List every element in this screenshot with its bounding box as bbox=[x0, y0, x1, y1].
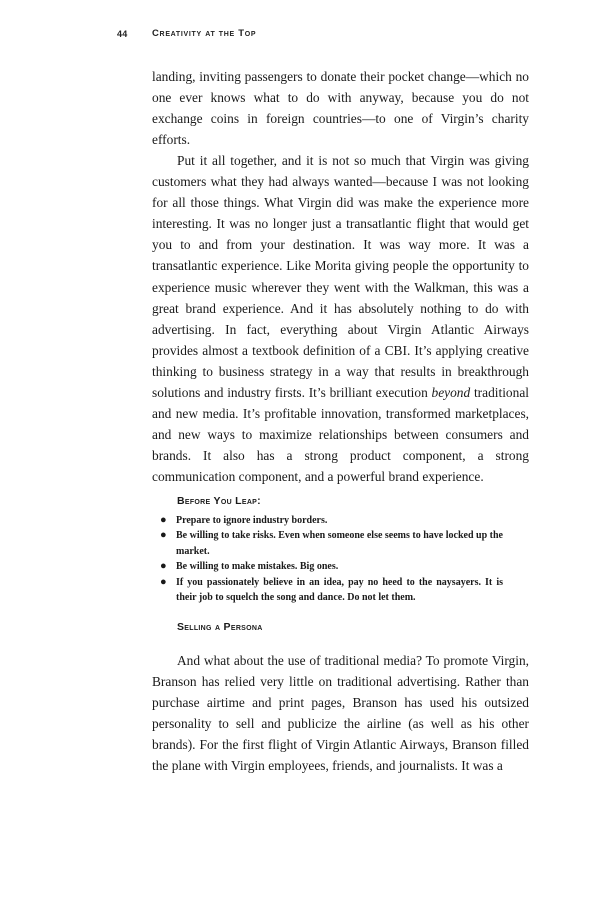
bullet-icon: ● bbox=[160, 560, 167, 573]
paragraph-traditional-media bbox=[152, 650, 529, 777]
bullet-icon: ● bbox=[160, 514, 167, 526]
list-item-text: Be willing to take risks. Even when someone else seems to have locked up the market. bbox=[176, 530, 503, 557]
bullet-icon: ● bbox=[160, 529, 167, 542]
running-head: Creativity at the Top bbox=[152, 28, 257, 39]
paragraph-text: Put it all together, and it is not so much that Virgin was giving customers what they had always wanted—because I was not looking for all those things. What Virgin did was make the experience more interesting. It was no longer just a transatlantic flight that would get you to and from your destination. It was way more. It was a transatlantic experience. Like Morita giving people the opportunity to experience music wherever they went with the Walkman, this was a great brand experience. And it has absolutely nothing to do with advertising. In fact, everything about Virgin Atlantic Airways provides almost a textbook definition of a CBI. It’s applying creative thinking to business strategy in a way that results in breakthrough solutions and industry firsts. It’s brilliant execution bbox=[152, 153, 529, 401]
list-item-text: Prepare to ignore industry borders. bbox=[176, 515, 328, 526]
paragraph-text: landing, inviting passengers to donate their pocket change—which no one ever knows what to do with anyway, because you do not exchange coins in foreign countries—to one of Virgin’s charity efforts. bbox=[152, 69, 529, 148]
page-number: 44 bbox=[117, 29, 128, 39]
list-item-text: If you passionately believe in an idea, pay no heed to the naysayers. It is their job to squelch the song and dance. Do not let them. bbox=[176, 576, 503, 604]
page-header bbox=[0, 29, 600, 43]
paragraph-continuation bbox=[152, 66, 529, 150]
list-item bbox=[160, 559, 503, 574]
before-you-leap-list bbox=[160, 513, 503, 605]
paragraph-text: traditional and new media. It’s profitable innovation, transformed marketplaces, and new ways to maximize relationships between consumers and brands. It also has a strong product component, a strong communication component, and a powerful brand experience. bbox=[152, 385, 529, 485]
bullet-icon: ● bbox=[160, 575, 167, 588]
paragraph-text: And what about the use of traditional media? To promote Virgin, Branson has relied very little on traditional advertising. Rather than purchase airtime and print pages, Branson has used his outsized personality to sell and publicize the airline (as well as his other brands). For the first flight of Virgin Atlantic Airways, Branson filled the plane with Virgin employees, friends, and journalists. It was a bbox=[152, 653, 529, 774]
list-item bbox=[160, 513, 503, 528]
section-heading: Selling a Persona bbox=[177, 621, 263, 633]
list-item bbox=[160, 575, 503, 606]
before-you-leap-heading: Before You Leap: bbox=[177, 495, 261, 507]
emphasis-word: beyond bbox=[431, 385, 471, 401]
paragraph-put-it-together bbox=[152, 150, 529, 488]
list-item bbox=[160, 528, 503, 559]
list-item-text: Be willing to make mistakes. Big ones. bbox=[176, 561, 339, 573]
